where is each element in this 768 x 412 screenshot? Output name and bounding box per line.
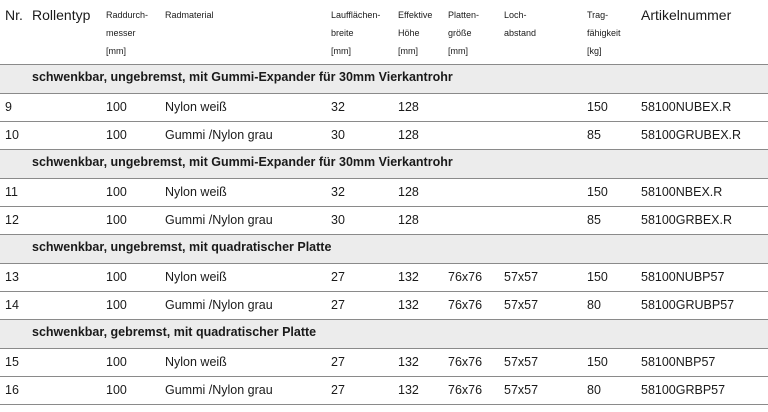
cell-effektive-hoehe: 132 [398, 270, 419, 284]
cell-tragfaehigkeit: 85 [587, 213, 601, 227]
cell-lochabstand: 57x57 [504, 298, 539, 312]
cell-raddurchmesser: 100 [106, 128, 127, 142]
cell-raddurchmesser: 100 [106, 298, 127, 312]
table-row [0, 94, 768, 121]
cell-effektive-hoehe: 132 [398, 355, 419, 369]
cell-plattengroesse: 76x76 [448, 383, 483, 397]
header-rollentyp: Rollentyp [32, 7, 91, 23]
cell-tragfaehigkeit: 80 [587, 298, 601, 312]
header-nr: Nr. [5, 7, 23, 23]
cell-effektive-hoehe: 128 [398, 128, 419, 142]
cell-raddurchmesser: 100 [106, 270, 127, 284]
cell-artikelnummer: 58100NUBEX.R [641, 100, 732, 114]
cell-effektive-hoehe: 132 [398, 383, 419, 397]
cell-laufflaechenbreite: 30 [331, 128, 345, 142]
cell-effektive-hoehe: 132 [398, 298, 419, 312]
table-header [0, 0, 768, 64]
cell-nr: 14 [5, 298, 19, 312]
cell-tragfaehigkeit: 150 [587, 100, 608, 114]
cell-laufflaechenbreite: 30 [331, 213, 345, 227]
table-row [0, 377, 768, 404]
cell-nr: 10 [5, 128, 19, 142]
table-row [0, 179, 768, 206]
cell-plattengroesse: 76x76 [448, 355, 483, 369]
cell-artikelnummer: 58100GRBP57 [641, 383, 726, 397]
header-effektive-hoehe: Effektive Höhe [mm] [398, 10, 433, 56]
cell-radmaterial: Gummi /Nylon grau [165, 383, 273, 397]
group-title-band [0, 235, 768, 263]
cell-artikelnummer: 58100GRBEX.R [641, 213, 733, 227]
cell-raddurchmesser: 100 [106, 185, 127, 199]
cell-radmaterial: Nylon weiß [165, 355, 227, 369]
cell-laufflaechenbreite: 27 [331, 355, 345, 369]
cell-tragfaehigkeit: 80 [587, 383, 601, 397]
cell-raddurchmesser: 100 [106, 100, 127, 114]
cell-tragfaehigkeit: 150 [587, 355, 608, 369]
cell-effektive-hoehe: 128 [398, 185, 419, 199]
cell-artikelnummer: 58100NBEX.R [641, 185, 723, 199]
cell-radmaterial: Gummi /Nylon grau [165, 128, 273, 142]
cell-laufflaechenbreite: 32 [331, 100, 345, 114]
header-raddurchmesser: Raddurch- messer [mm] [106, 10, 149, 56]
header-radmaterial: Radmaterial [165, 10, 214, 20]
cell-tragfaehigkeit: 150 [587, 270, 608, 284]
cell-nr: 16 [5, 383, 19, 397]
header-plattengroesse: Platten- größe [mm] [448, 10, 480, 56]
cell-plattengroesse: 76x76 [448, 270, 483, 284]
table-row [0, 264, 768, 291]
row-divider [0, 404, 768, 405]
cell-nr: 9 [5, 100, 12, 114]
cell-lochabstand: 57x57 [504, 383, 539, 397]
group-title-band [0, 320, 768, 348]
table-row [0, 122, 768, 149]
cell-effektive-hoehe: 128 [398, 100, 419, 114]
cell-raddurchmesser: 100 [106, 355, 127, 369]
cell-artikelnummer: 58100NBP57 [641, 355, 716, 369]
group-title: schwenkbar, ungebremst, mit Gummi-Expander für 30mm Vierkantrohr [32, 155, 453, 169]
group-title-band [0, 65, 768, 93]
header-artikelnummer: Artikelnummer [641, 7, 732, 23]
cell-artikelnummer: 58100GRUBEX.R [641, 128, 742, 142]
group-title: schwenkbar, ungebremst, mit quadratischer Platte [32, 240, 332, 254]
cell-radmaterial: Nylon weiß [165, 270, 227, 284]
cell-laufflaechenbreite: 32 [331, 185, 345, 199]
cell-effektive-hoehe: 128 [398, 213, 419, 227]
group-title: schwenkbar, ungebremst, mit Gummi-Expander für 30mm Vierkantrohr [32, 70, 453, 84]
cell-laufflaechenbreite: 27 [331, 270, 345, 284]
cell-tragfaehigkeit: 85 [587, 128, 601, 142]
cell-artikelnummer: 58100GRUBP57 [641, 298, 735, 312]
cell-nr: 12 [5, 213, 19, 227]
group-title-band [0, 150, 768, 178]
cell-nr: 11 [5, 185, 18, 199]
cell-lochabstand: 57x57 [504, 270, 539, 284]
cell-laufflaechenbreite: 27 [331, 298, 345, 312]
cell-tragfaehigkeit: 150 [587, 185, 608, 199]
cell-lochabstand: 57x57 [504, 355, 539, 369]
cell-laufflaechenbreite: 27 [331, 383, 345, 397]
header-laufflaechenbreite: Laufflächen- breite [mm] [331, 10, 381, 56]
header-tragfaehigkeit: Trag- fähigkeit [kg] [587, 10, 621, 56]
table-row [0, 349, 768, 376]
header-lochabstand: Loch- abstand [504, 10, 537, 38]
cell-radmaterial: Gummi /Nylon grau [165, 298, 273, 312]
cell-raddurchmesser: 100 [106, 383, 127, 397]
cell-radmaterial: Gummi /Nylon grau [165, 213, 273, 227]
cell-radmaterial: Nylon weiß [165, 185, 227, 199]
cell-artikelnummer: 58100NUBP57 [641, 270, 725, 284]
cell-nr: 15 [5, 355, 19, 369]
cell-raddurchmesser: 100 [106, 213, 127, 227]
group-title: schwenkbar, gebremst, mit quadratischer Platte [32, 325, 317, 339]
cell-nr: 13 [5, 270, 19, 284]
cell-plattengroesse: 76x76 [448, 298, 483, 312]
table-row [0, 207, 768, 234]
cell-radmaterial: Nylon weiß [165, 100, 227, 114]
table-row [0, 292, 768, 319]
